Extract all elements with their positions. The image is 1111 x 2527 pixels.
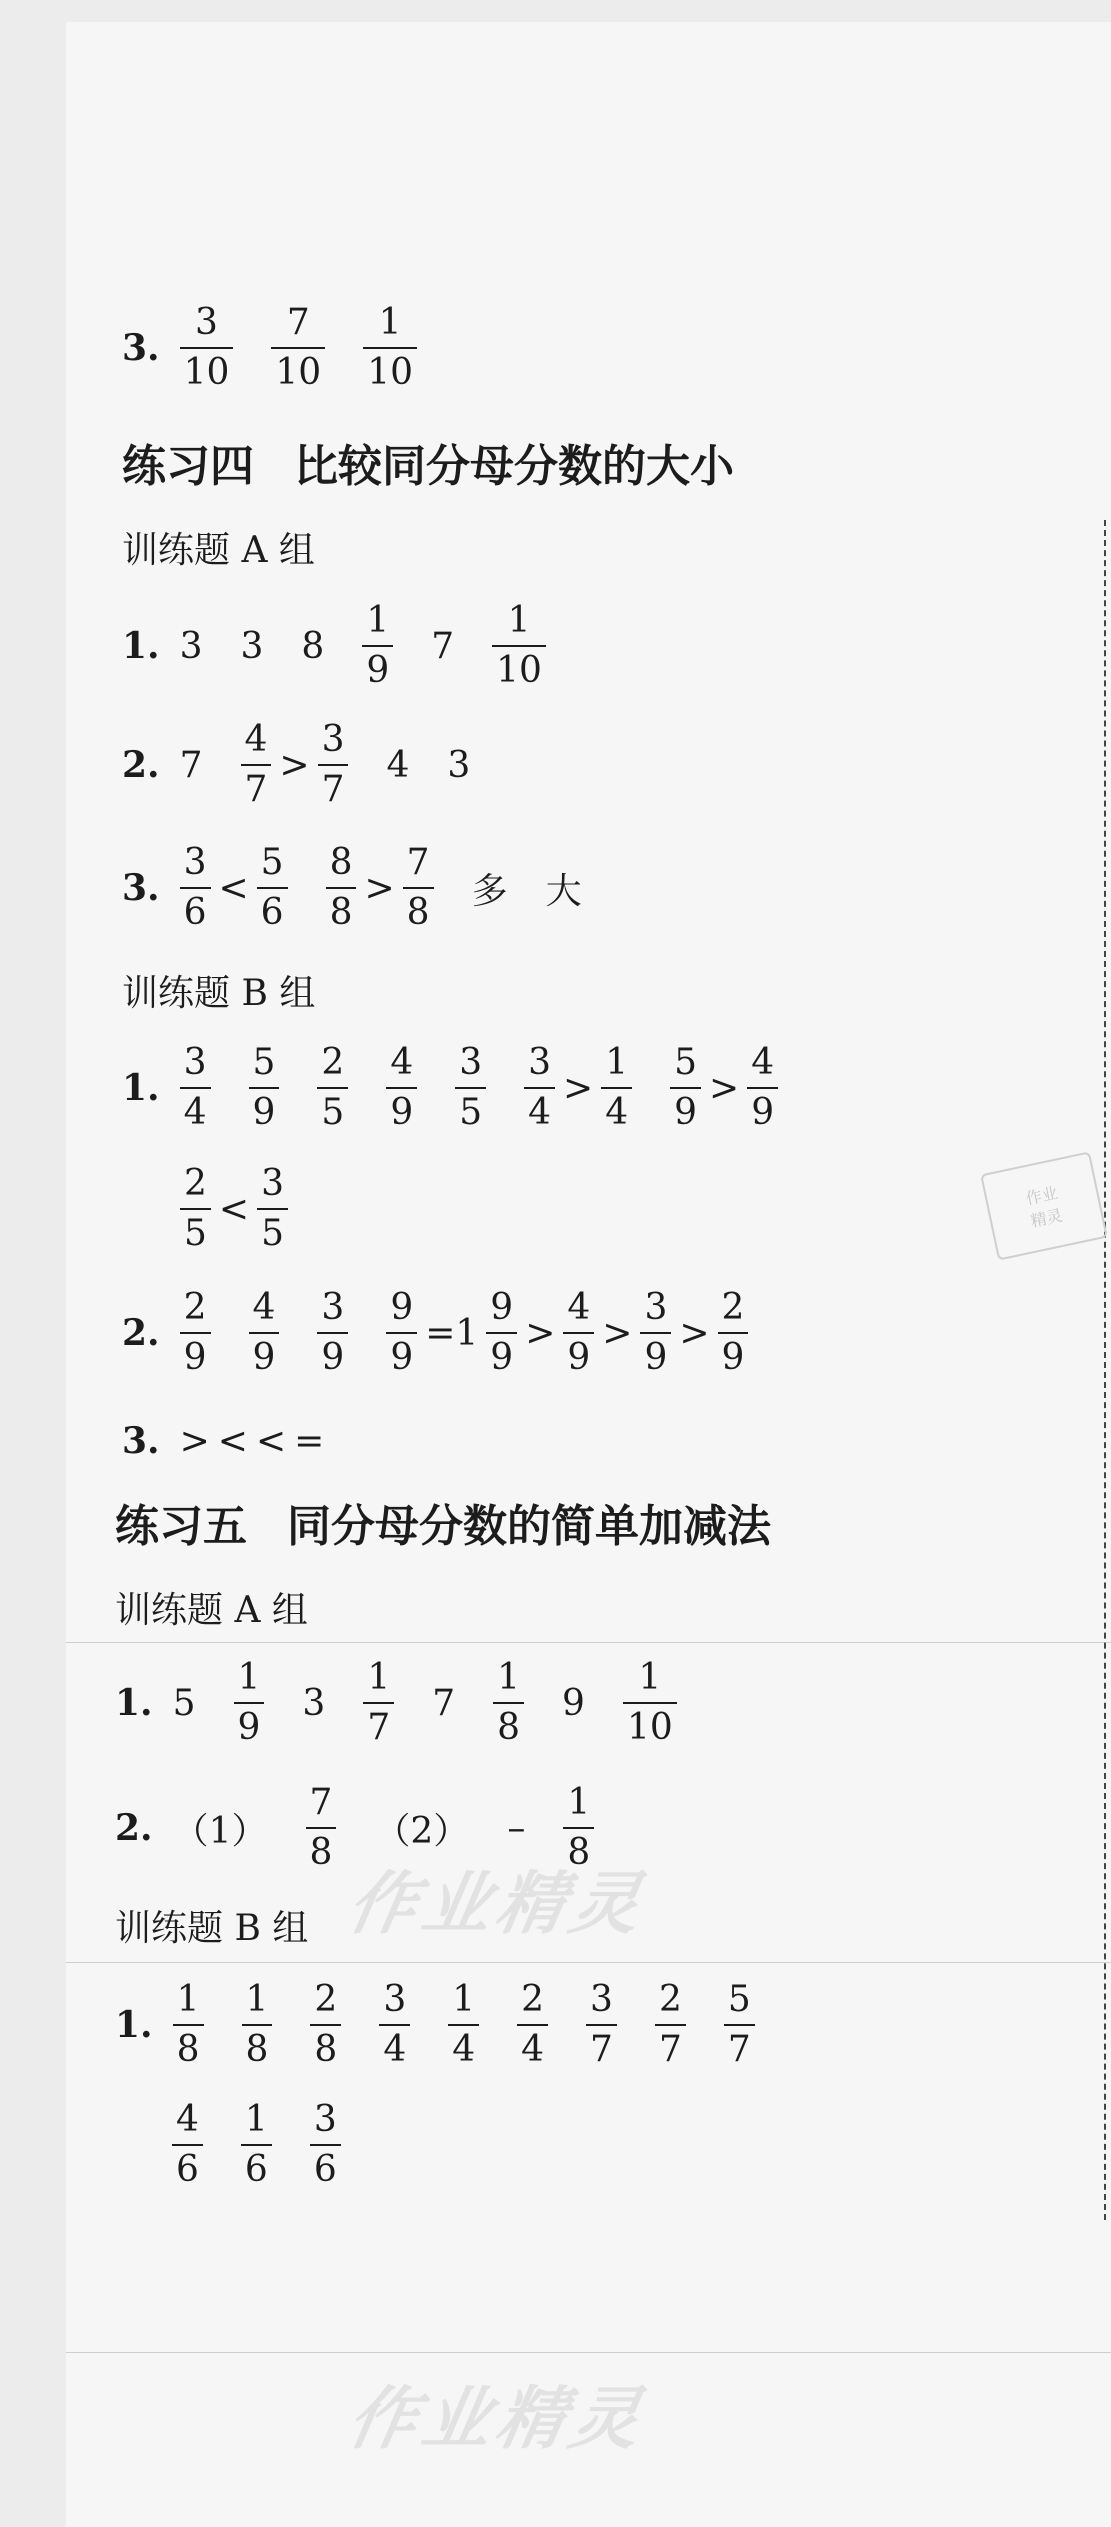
question-number: 2.	[122, 744, 160, 786]
denominator: 4	[379, 2024, 410, 2068]
denominator: 5	[257, 1208, 288, 1252]
answer-token: <	[255, 1420, 287, 1462]
fraction	[180, 1163, 211, 1254]
numerator: 4	[567, 1287, 591, 1328]
fraction	[318, 719, 349, 810]
fraction	[601, 1042, 632, 1133]
denominator: 4	[517, 2024, 548, 2068]
answer-token: >	[602, 1312, 633, 1354]
fraction	[310, 2099, 341, 2190]
question-number: 3.	[122, 867, 160, 909]
fraction	[363, 302, 417, 393]
numerator: 3	[321, 719, 345, 760]
answer-token: 5	[172, 1682, 196, 1724]
fraction	[524, 1042, 555, 1133]
fraction	[363, 1657, 394, 1748]
denominator: 8	[310, 2024, 341, 2068]
denominator: 7	[241, 764, 272, 808]
denominator: 9	[486, 1332, 517, 1376]
question-number: 3.	[122, 1420, 160, 1462]
numerator: 9	[390, 1287, 414, 1328]
numerator: 7	[406, 842, 430, 883]
watermark: 作业精灵	[341, 2379, 653, 2459]
fraction	[403, 842, 434, 933]
denominator: 6	[257, 887, 288, 931]
denominator: 7	[586, 2024, 617, 2068]
denominator: 4	[180, 1087, 211, 1131]
answer-token: >	[709, 1067, 740, 1109]
fraction	[563, 1287, 594, 1378]
numerator: 1	[605, 1042, 629, 1083]
fraction	[670, 1042, 701, 1133]
fraction	[257, 1163, 288, 1254]
denominator: 10	[180, 347, 234, 391]
numerator: 3	[590, 1979, 613, 2020]
answer-token: <	[218, 867, 249, 909]
numerator: 7	[309, 1782, 333, 1823]
group-label: 训练题 A 组	[122, 530, 315, 571]
group-label: 训练题 B 组	[115, 1908, 309, 1949]
answer-token: 多	[471, 870, 508, 912]
numerator: 2	[321, 1042, 345, 1083]
numerator: 1	[452, 1979, 476, 2020]
answer-token: 3	[302, 1682, 326, 1724]
denominator: 8	[242, 2024, 273, 2068]
fraction	[640, 1287, 671, 1378]
fraction	[493, 1657, 524, 1748]
fraction	[172, 2099, 203, 2190]
numerator: 7	[286, 302, 310, 343]
fraction	[586, 1979, 617, 2070]
numerator: 5	[252, 1042, 276, 1083]
fraction	[306, 1782, 337, 1873]
numerator: 5	[260, 842, 284, 883]
answer-token: >	[364, 867, 395, 909]
numerator: 3	[644, 1287, 668, 1328]
fraction	[241, 2099, 272, 2190]
denominator: 9	[563, 1332, 594, 1376]
fraction	[257, 842, 288, 933]
fraction	[455, 1042, 486, 1133]
numerator: 2	[184, 1163, 207, 1204]
denominator: 9	[718, 1332, 749, 1376]
question-number: 1.	[115, 2004, 153, 2046]
denominator: 6	[172, 2144, 203, 2188]
numerator: 2	[521, 1979, 545, 2020]
numerator: 2	[183, 1287, 207, 1328]
denominator: 10	[271, 347, 325, 391]
answer-token: >	[563, 1067, 594, 1109]
denominator: 8	[173, 2024, 204, 2068]
denominator: 5	[180, 1208, 211, 1252]
denominator: 5	[455, 1087, 486, 1131]
heading-title: 同分母分数的简单加减法	[287, 1501, 771, 1552]
numerator: 4	[244, 719, 268, 760]
fraction	[386, 1042, 417, 1133]
stamp-text: 作业	[1024, 1183, 1060, 1209]
denominator: 6	[241, 2144, 272, 2188]
denominator: 4	[601, 1087, 632, 1131]
denominator: 7	[363, 1702, 394, 1746]
answer-token: >	[179, 1420, 210, 1462]
denominator: 8	[493, 1702, 524, 1746]
fraction	[242, 1979, 273, 2070]
numerator: 1	[638, 1657, 662, 1698]
fraction	[517, 1979, 548, 2070]
answer-token: 7	[431, 625, 455, 667]
numerator: 4	[176, 2099, 199, 2140]
answer-token: >	[525, 1312, 556, 1354]
answer-token: 9	[562, 1682, 585, 1724]
denominator: 10	[363, 347, 417, 391]
denominator: 9	[234, 1702, 265, 1746]
answer-token: <	[217, 1420, 248, 1462]
numerator: 3	[528, 1042, 552, 1083]
numerator: 3	[321, 1287, 345, 1328]
fraction	[173, 1979, 204, 2070]
fraction	[317, 1287, 348, 1378]
denominator: 7	[655, 2024, 686, 2068]
denominator: 4	[448, 2024, 479, 2068]
numerator: 3	[261, 1163, 284, 1204]
question-number: 1.	[122, 625, 160, 667]
group-label: 训练题 B 组	[122, 973, 316, 1014]
heading-prefix: 练习五	[115, 1501, 247, 1552]
answer-token: 4	[386, 744, 410, 786]
numerator: 1	[378, 302, 402, 343]
group-label: 训练题 A 组	[115, 1590, 308, 1631]
fraction	[747, 1042, 778, 1133]
answer-token: >	[679, 1312, 710, 1354]
answer-token: 3	[240, 625, 264, 667]
question-number: 3.	[122, 327, 160, 369]
denominator: 9	[640, 1332, 671, 1376]
section-heading-5	[115, 1490, 771, 1554]
denominator: 7	[318, 764, 349, 808]
fraction	[180, 1042, 211, 1133]
numerator: 1	[367, 1657, 391, 1698]
numerator: 1	[237, 1657, 261, 1698]
denominator: 9	[670, 1087, 701, 1131]
fraction	[362, 600, 393, 691]
numerator: 5	[674, 1042, 698, 1083]
fraction	[180, 842, 211, 933]
denominator: 5	[317, 1087, 348, 1131]
section-heading-4	[122, 430, 734, 494]
answer-token: （2）	[374, 1810, 470, 1852]
answer-token: =	[294, 1420, 325, 1462]
fraction	[241, 719, 272, 810]
fraction	[623, 1657, 677, 1748]
denominator: 9	[386, 1332, 417, 1376]
numerator: 1	[567, 1782, 591, 1823]
numerator: 9	[490, 1287, 514, 1328]
numerator: 1	[245, 1979, 269, 2020]
stamp-text: 精灵	[1028, 1205, 1065, 1231]
denominator: 9	[747, 1087, 778, 1131]
numerator: 4	[751, 1042, 775, 1083]
answer-token: 7	[179, 744, 203, 786]
answer-token: 3	[179, 625, 203, 667]
separator-line	[66, 1642, 1111, 1643]
answer-token: 8	[301, 625, 325, 667]
answer-token: 大	[545, 870, 582, 912]
fraction	[271, 302, 325, 393]
answer-token: <	[218, 1188, 250, 1230]
numerator: 3	[459, 1042, 483, 1083]
denominator: 9	[386, 1087, 417, 1131]
answer-token: 3	[447, 744, 471, 786]
fraction	[310, 1979, 341, 2070]
fraction	[249, 1042, 280, 1133]
numerator: 8	[329, 842, 353, 883]
fraction	[379, 1979, 410, 2070]
fraction	[326, 842, 357, 933]
fraction	[492, 600, 546, 691]
answer-token: 7	[432, 1682, 456, 1724]
numerator: 2	[721, 1287, 745, 1328]
denominator: 9	[249, 1332, 280, 1376]
heading-prefix: 练习四	[122, 441, 254, 492]
numerator: 3	[183, 842, 207, 883]
numerator: 1	[497, 1657, 521, 1698]
numerator: 3	[313, 2099, 337, 2140]
denominator: 9	[180, 1332, 211, 1376]
fraction	[180, 1287, 211, 1378]
denominator: 9	[249, 1087, 280, 1131]
denominator: 6	[180, 887, 211, 931]
fraction	[249, 1287, 280, 1378]
denominator: 9	[317, 1332, 348, 1376]
separator-line	[66, 1962, 1111, 1963]
fraction	[655, 1979, 686, 2070]
denominator: 10	[492, 645, 546, 689]
denominator: 7	[724, 2024, 755, 2068]
numerator: 1	[366, 600, 390, 641]
fraction	[724, 1979, 755, 2070]
denominator: 8	[306, 1827, 337, 1871]
fraction	[486, 1287, 517, 1378]
numerator: 1	[507, 600, 531, 641]
answer-token: –	[507, 1807, 526, 1849]
denominator: 10	[623, 1702, 677, 1746]
numerator: 4	[252, 1287, 276, 1328]
numerator: 1	[244, 2099, 268, 2140]
answer-token: >	[279, 744, 310, 786]
numerator: 1	[176, 1979, 200, 2020]
numerator: 5	[727, 1979, 751, 2020]
heading-title: 比较同分母分数的大小	[294, 441, 734, 492]
numerator: 2	[658, 1979, 682, 2020]
fraction	[448, 1979, 479, 2070]
denominator: 6	[310, 2144, 341, 2188]
numerator: 4	[390, 1042, 414, 1083]
denominator: 8	[403, 887, 434, 931]
denominator: 4	[524, 1087, 555, 1131]
fraction	[180, 302, 234, 393]
numerator: 3	[195, 302, 218, 343]
cut-line	[1104, 520, 1106, 2220]
fraction	[386, 1287, 417, 1378]
watermark: 作业精灵	[341, 1864, 653, 1944]
denominator: 8	[326, 887, 357, 931]
question-number: 1.	[122, 1067, 160, 1109]
separator-line	[66, 2352, 1111, 2353]
question-number: 2.	[122, 1312, 160, 1354]
numerator: 2	[314, 1979, 338, 2020]
denominator: 8	[563, 1827, 594, 1871]
question-number: 2.	[115, 1807, 153, 1849]
question-number: 1.	[115, 1682, 153, 1724]
fraction	[234, 1657, 265, 1748]
numerator: 3	[383, 1979, 407, 2020]
denominator: 9	[362, 645, 393, 689]
answer-token: （1）	[172, 1810, 268, 1852]
fraction	[317, 1042, 348, 1133]
numerator: 3	[183, 1042, 207, 1083]
answer-token: =1	[425, 1312, 479, 1354]
fraction	[718, 1287, 749, 1378]
